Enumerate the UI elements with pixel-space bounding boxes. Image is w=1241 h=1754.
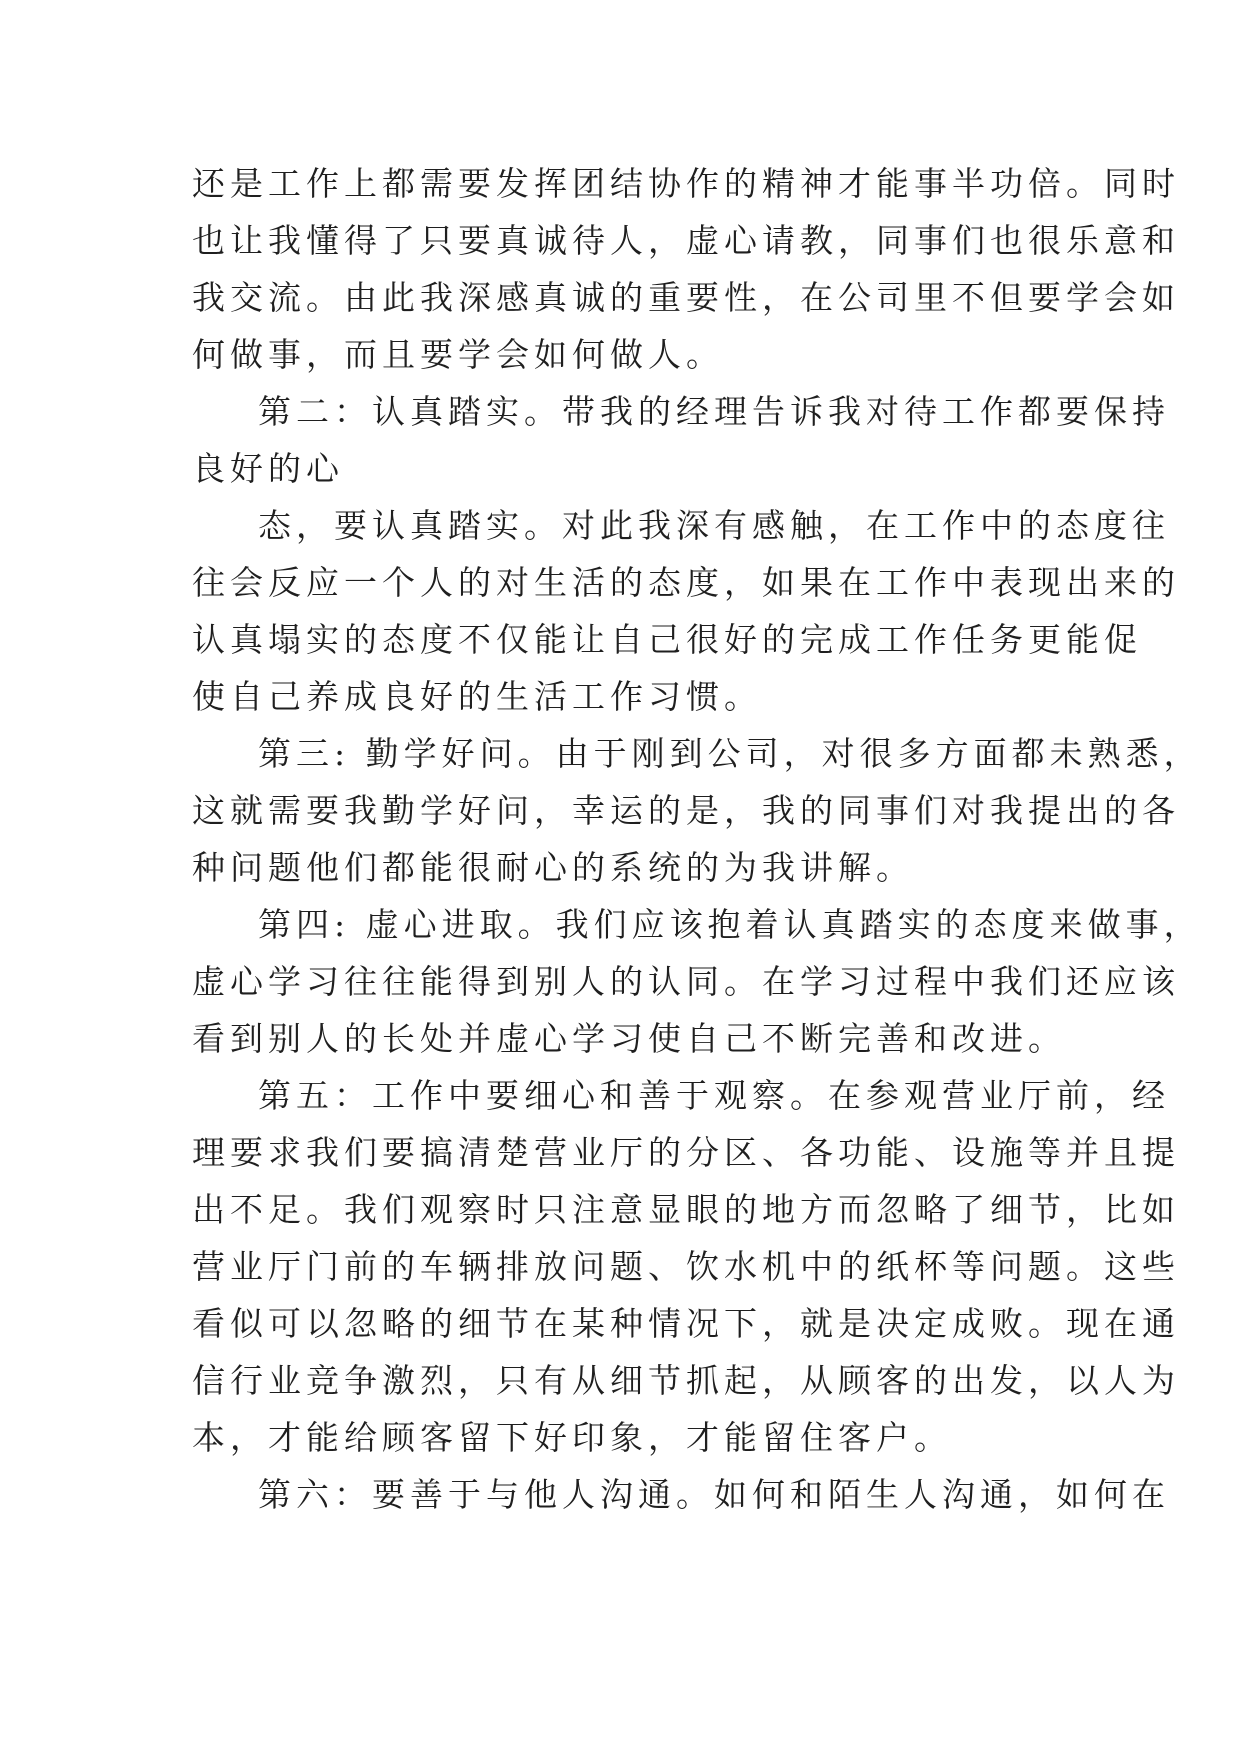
text-line: 出不足。我们观察时只注意显眼的地方而忽略了细节，比如 [192,1190,1180,1229]
text-line: 认真塌实的态度不仅能让自己很好的完成工作任务更能促 [192,620,1142,659]
document-body [192,155,1202,1523]
text-line: 看到别人的长处并虚心学习使自己不断完善和改进。 [192,1019,1066,1058]
text-line: 第四: 虚心进取。我们应该抱着认真踏实的态度来做事， [258,905,1202,944]
text-line: 营业厅门前的车辆排放问题、饮水机中的纸杯等问题。这些 [192,1247,1180,1286]
paragraph [192,383,1170,497]
text-line: 信行业竞争激烈，只有从细节抓起，从顾客的出发，以人为 [192,1361,1180,1400]
text-line: 第二：认真踏实。带我的经理告诉我对待工作都要保持 [258,392,1170,431]
text-line: 第五：工作中要细心和善于观察。在参观营业厅前，经 [258,1076,1170,1115]
text-line: 这就需要我勤学好问，幸运的是，我的同事们对我提出的各 [192,791,1180,830]
text-line: 本，才能给顾客留下好印象，才能留住客户。 [192,1418,952,1457]
paragraph [192,1067,1180,1466]
paragraph [192,896,1202,1067]
text-line: 还是工作上都需要发挥团结协作的精神才能事半功倍。同时 [192,164,1180,203]
paragraph [192,1466,1170,1523]
text-line: 使自己养成良好的生活工作习惯。 [192,677,762,716]
text-line: 第三: 勤学好问。由于刚到公司，对很多方面都未熟悉， [258,734,1202,773]
paragraph [192,725,1202,896]
text-line: 也让我懂得了只要真诚待人，虚心请教，同事们也很乐意和 [192,221,1180,260]
text-line: 理要求我们要搞清楚营业厅的分区、各功能、设施等并且提 [192,1133,1180,1172]
text-line: 良好的心 [192,449,344,488]
paragraph [192,155,1180,383]
text-line: 何做事，而且要学会如何做人。 [192,335,724,374]
text-line: 第六：要善于与他人沟通。如何和陌生人沟通，如何在 [258,1475,1170,1514]
paragraph [192,497,1180,725]
text-line: 我交流。由此我深感真诚的重要性，在公司里不但要学会如 [192,278,1180,317]
text-line: 虚心学习往往能得到别人的认同。在学习过程中我们还应该 [192,962,1180,1001]
text-line: 往会反应一个人的对生活的态度，如果在工作中表现出来的 [192,563,1180,602]
text-line: 种问题他们都能很耐心的系统的为我讲解。 [192,848,914,887]
text-line: 态，要认真踏实。对此我深有感触，在工作中的态度往 [258,506,1170,545]
text-line: 看似可以忽略的细节在某种情况下，就是决定成败。现在通 [192,1304,1180,1343]
